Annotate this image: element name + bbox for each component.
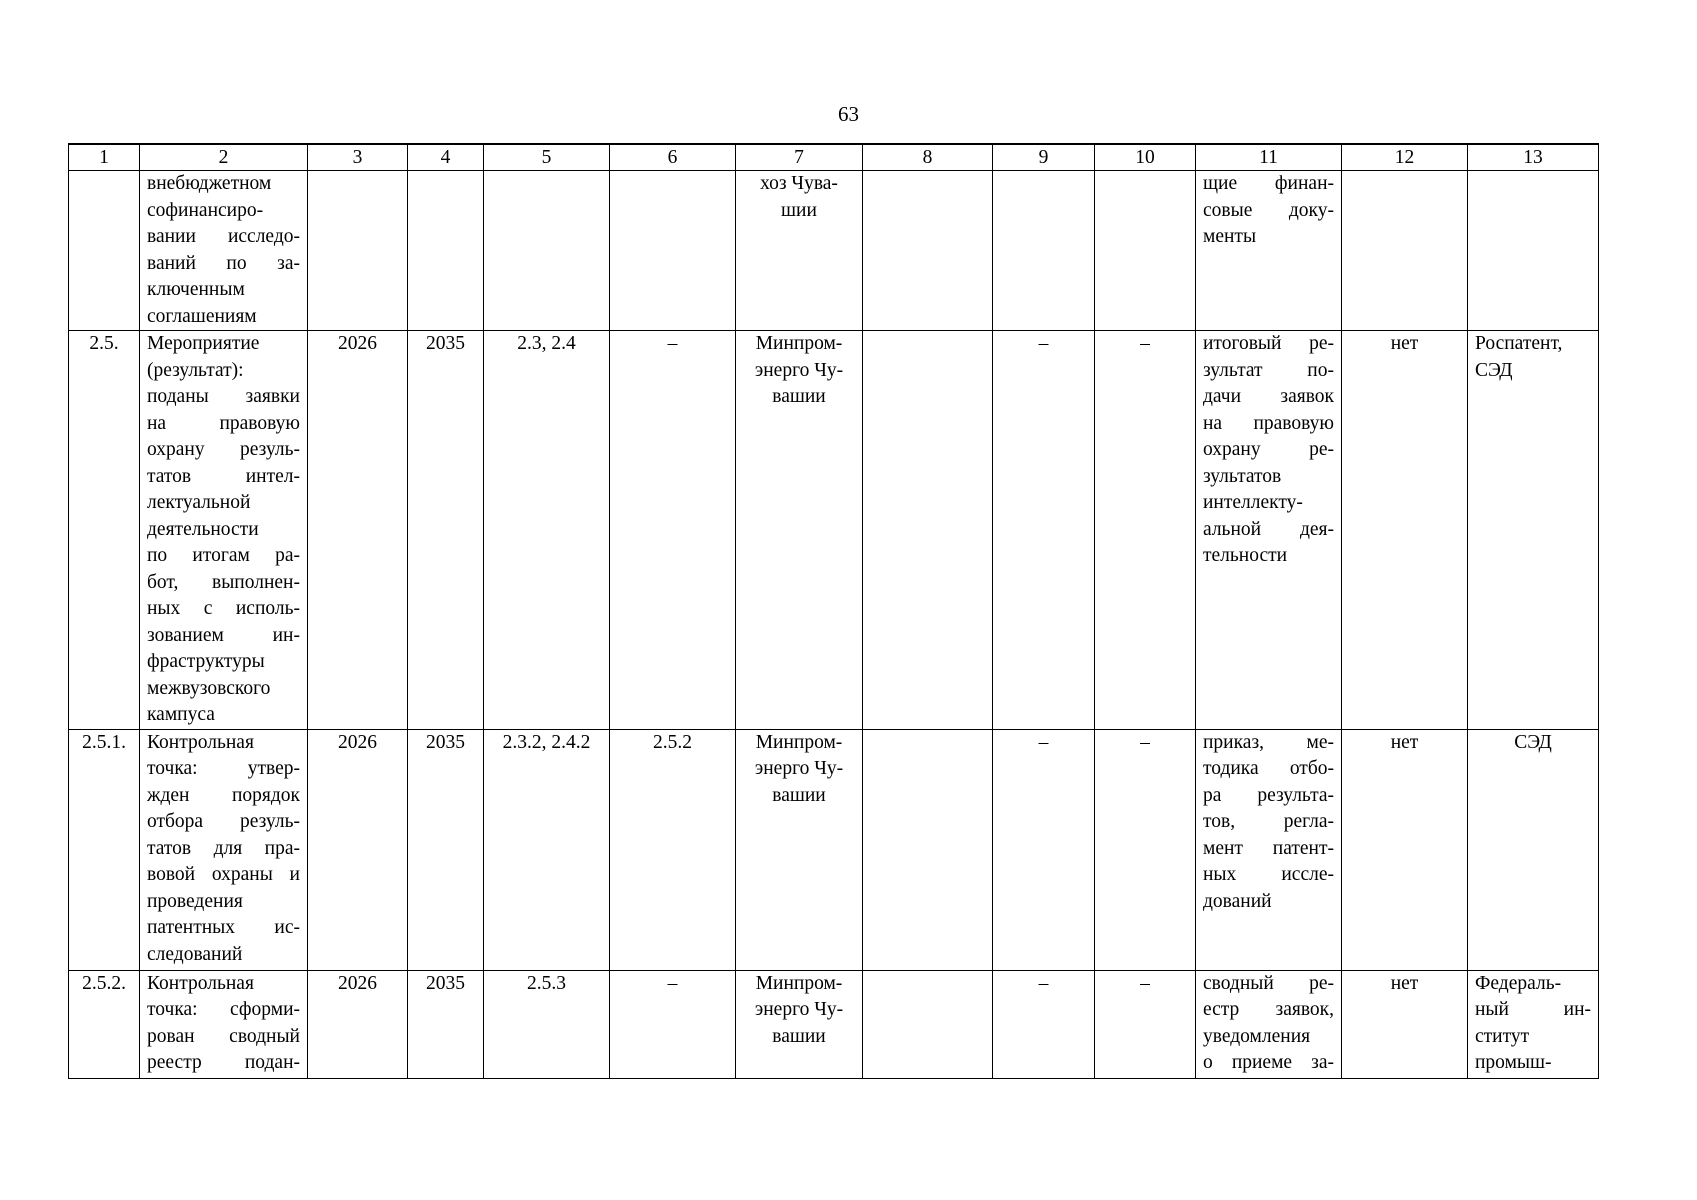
info-system-cell	[1468, 171, 1599, 331]
executor-cell	[736, 729, 863, 970]
description-line: ных с исполь-	[147, 598, 300, 619]
executor-line: энерго Чу-	[754, 999, 844, 1020]
end-year-cell	[408, 171, 484, 331]
table-row	[69, 729, 1599, 970]
description-line: татов для пра-	[147, 837, 300, 859]
column-12-cell: нет	[1342, 970, 1468, 1078]
description-line: софинансиро-	[147, 199, 264, 221]
column-12-cell	[1342, 171, 1468, 331]
document-cell	[1196, 331, 1342, 730]
info-system-line: ститут	[1475, 1025, 1530, 1047]
executor-line: вашии	[772, 386, 826, 407]
description-line: патентных ис-	[147, 917, 300, 938]
description-line: охрану резуль-	[147, 439, 300, 460]
document-line: ра результа-	[1203, 784, 1334, 806]
successor-cell: 2.5.2	[610, 729, 736, 970]
description-line: кампуса	[147, 704, 215, 725]
executor-cell	[736, 970, 863, 1078]
item-number-cell	[69, 171, 140, 331]
document-line: дований	[1203, 890, 1272, 912]
column-8-cell	[863, 729, 993, 970]
document-line: приказ, ме-	[1203, 731, 1334, 753]
table-row	[69, 171, 1599, 331]
column-10-cell: –	[1095, 970, 1196, 1078]
description-line: вании исследо-	[147, 226, 300, 247]
description-line: точка: утвер-	[147, 758, 300, 779]
document-line: сводный ре-	[1203, 972, 1334, 994]
start-year-cell: 2026	[308, 970, 408, 1078]
executor-cell	[736, 331, 863, 730]
description-line: лектуальной	[147, 492, 251, 513]
executor-line: вашии	[772, 784, 826, 806]
plan-table	[68, 143, 1599, 1079]
header-cell: 5	[484, 144, 610, 171]
description-cell	[140, 171, 308, 331]
header-cell: 10	[1095, 144, 1196, 171]
column-9-cell: –	[993, 729, 1095, 970]
document-cell	[1196, 729, 1342, 970]
header-cell: 3	[308, 144, 408, 171]
description-line: ваний по за-	[147, 252, 300, 274]
column-12-cell: нет	[1342, 729, 1468, 970]
document-line: итоговый ре-	[1203, 333, 1334, 354]
description-line: по итогам ра-	[147, 545, 300, 566]
header-cell: 1	[69, 144, 140, 171]
document-line: ных иссле-	[1203, 864, 1334, 885]
info-system-line: промыш-	[1475, 1052, 1552, 1073]
document-line: тельности	[1203, 545, 1288, 566]
info-system-line: СЭД	[1475, 359, 1513, 381]
description-line: реестр подан-	[147, 1052, 300, 1073]
description-cell	[140, 331, 308, 730]
column-9-cell	[993, 171, 1095, 331]
header-cell: 4	[408, 144, 484, 171]
header-cell: 9	[993, 144, 1095, 171]
description-line: поданы заявки	[147, 386, 300, 407]
description-line: проведения	[147, 890, 243, 912]
document-line: дачи заявок	[1203, 386, 1334, 407]
description-line: Контрольная	[147, 972, 254, 994]
description-line: татов интел-	[147, 465, 300, 487]
column-10-cell: –	[1095, 729, 1196, 970]
document-line: зультат по-	[1203, 359, 1334, 381]
description-line: фраструктуры	[147, 651, 265, 672]
document-cell	[1196, 171, 1342, 331]
successor-cell	[610, 171, 736, 331]
document-line: тодика отбо-	[1203, 758, 1334, 779]
column-8-cell	[863, 331, 993, 730]
description-line: деятельности	[147, 518, 259, 540]
description-line: внебюджетном	[147, 173, 272, 194]
description-line: зованием ин-	[147, 624, 300, 646]
document-line: тов, регла-	[1203, 811, 1334, 832]
column-9-cell: –	[993, 970, 1095, 1078]
executor-cell	[736, 171, 863, 331]
start-year-cell: 2026	[308, 331, 408, 730]
description-cell	[140, 970, 308, 1078]
predecessor-cell: 2.5.3	[484, 970, 610, 1078]
executor-line: Минпром-	[755, 333, 843, 354]
document-line: мент патент-	[1203, 837, 1334, 859]
info-system-cell	[1468, 970, 1599, 1078]
header-cell: 7	[736, 144, 863, 171]
info-system-line: Роспатент,	[1475, 333, 1563, 354]
header-cell: 11	[1196, 144, 1342, 171]
executor-line: энерго Чу-	[754, 758, 844, 779]
description-line: следований	[147, 943, 243, 965]
document-line: о приеме за-	[1203, 1052, 1334, 1073]
column-10-cell: –	[1095, 331, 1196, 730]
info-system-line: Федераль-	[1475, 972, 1562, 994]
column-12-cell: нет	[1342, 331, 1468, 730]
executor-line: шии	[781, 199, 817, 221]
info-system-line: СЭД	[1514, 731, 1552, 753]
description-line: жден порядок	[147, 784, 300, 806]
table-row	[69, 970, 1599, 1078]
header-cell: 6	[610, 144, 736, 171]
predecessor-cell	[484, 171, 610, 331]
description-line: на правовую	[147, 412, 300, 434]
item-number-cell: 2.5.2.	[69, 970, 140, 1078]
description-line: ключенным	[147, 279, 245, 300]
start-year-cell	[308, 171, 408, 331]
description-line: рован сводный	[147, 1025, 300, 1047]
successor-cell: –	[610, 331, 736, 730]
description-line: соглашениям	[147, 305, 257, 327]
executor-line: вашии	[772, 1025, 826, 1047]
start-year-cell: 2026	[308, 729, 408, 970]
document-line: совые доку-	[1203, 199, 1334, 221]
successor-cell: –	[610, 970, 736, 1078]
predecessor-cell: 2.3, 2.4	[484, 331, 610, 730]
document-line: щие финан-	[1203, 173, 1334, 194]
document-line: менты	[1203, 226, 1257, 247]
document-line: зультатов	[1203, 465, 1282, 487]
description-line: Мероприятие	[147, 333, 260, 354]
description-line: вовой охраны и	[147, 864, 300, 885]
end-year-cell: 2035	[408, 970, 484, 1078]
predecessor-cell: 2.3.2, 2.4.2	[484, 729, 610, 970]
header-row	[69, 144, 1599, 171]
executor-line: хоз Чува-	[760, 173, 838, 194]
info-system-cell	[1468, 331, 1599, 730]
description-cell	[140, 729, 308, 970]
description-line: Контрольная	[147, 731, 254, 753]
item-number-cell: 2.5.1.	[69, 729, 140, 970]
document-line: уведомления	[1203, 1025, 1311, 1047]
executor-line: Минпром-	[755, 731, 843, 753]
table-row	[69, 331, 1599, 730]
header-cell: 12	[1342, 144, 1468, 171]
description-line: отбора резуль-	[147, 811, 300, 832]
document-line: альной дея-	[1203, 518, 1334, 540]
document-line: интеллекту-	[1203, 492, 1303, 513]
description-line: (результат):	[147, 359, 244, 381]
info-system-line: ный ин-	[1475, 999, 1591, 1020]
document-line: на правовую	[1203, 412, 1334, 434]
column-9-cell: –	[993, 331, 1095, 730]
header-cell: 8	[863, 144, 993, 171]
document-line: естр заявок,	[1203, 999, 1334, 1020]
column-8-cell	[863, 171, 993, 331]
description-line: бот, выполнен-	[147, 571, 300, 593]
item-number-cell: 2.5.	[69, 331, 140, 730]
description-line: межвузовского	[147, 677, 271, 699]
document-line: охрану ре-	[1203, 439, 1334, 460]
header-cell: 13	[1468, 144, 1599, 171]
executor-line: энерго Чу-	[754, 359, 844, 381]
description-line: точка: сформи-	[147, 999, 300, 1020]
info-system-cell	[1468, 729, 1599, 970]
page-number: 63	[838, 102, 859, 126]
header-cell: 2	[140, 144, 308, 171]
end-year-cell: 2035	[408, 729, 484, 970]
end-year-cell: 2035	[408, 331, 484, 730]
executor-line: Минпром-	[755, 972, 843, 994]
column-10-cell	[1095, 171, 1196, 331]
document-cell	[1196, 970, 1342, 1078]
column-8-cell	[863, 970, 993, 1078]
